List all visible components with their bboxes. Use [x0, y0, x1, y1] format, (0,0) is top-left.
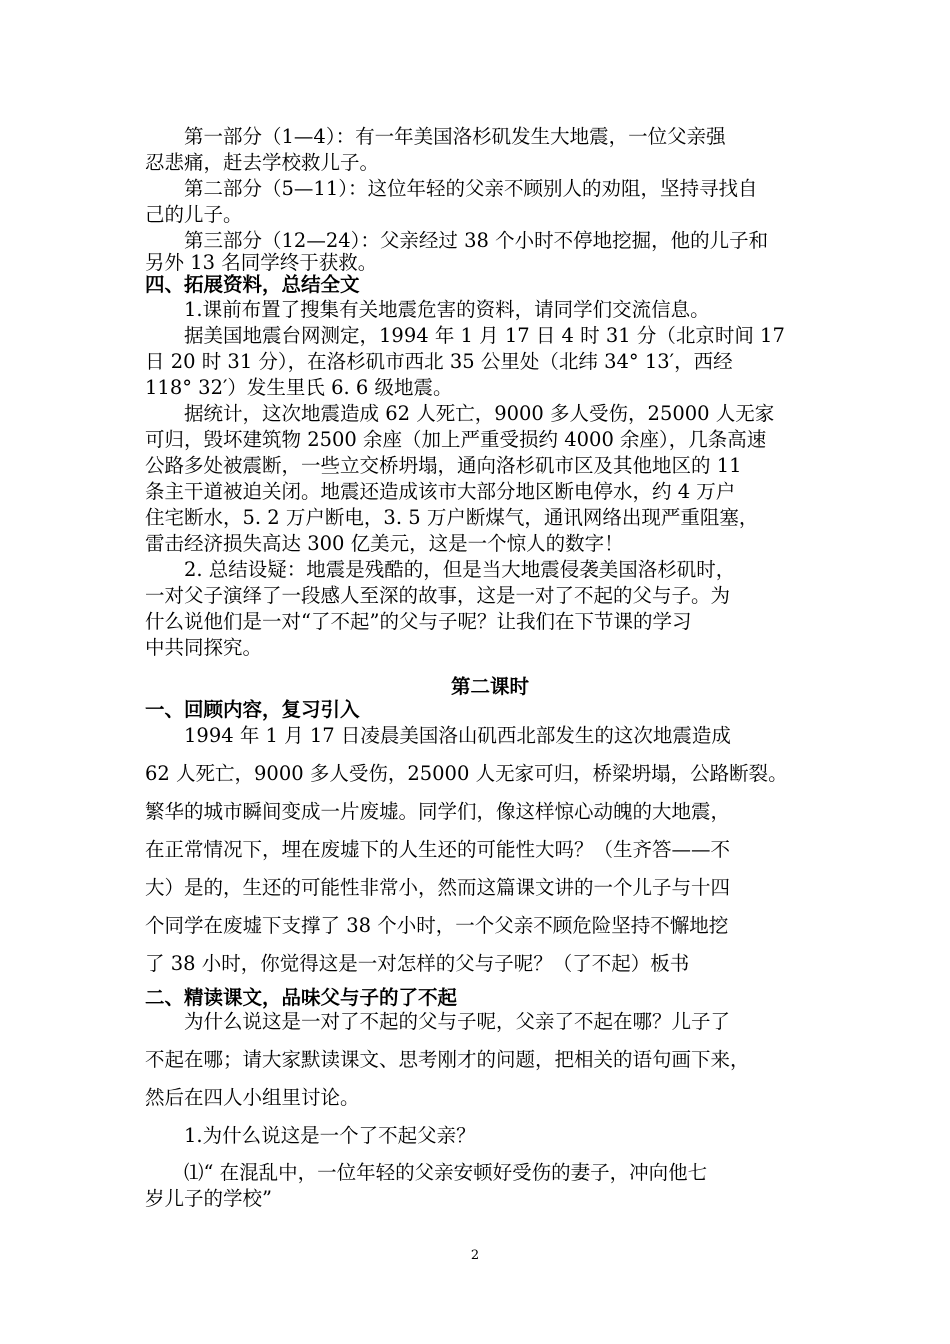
section4-heading: 四、拓展资料，总结全文: [145, 273, 360, 296]
summary-line: 中共同探究。: [145, 636, 263, 659]
review-line: 1994 年 1 月 17 日凌晨美国洛山矶西北部发生的这次地震造成: [145, 724, 731, 747]
quake-p2-line: 住宅断水，5. 2 万户断电，3. 5 万户断煤气，通讯网络出现严重阻塞，: [145, 506, 759, 529]
summary-line: 一对父子演绎了一段感人至深的故事，这是一对了不起的父与子。为: [145, 584, 731, 607]
review-line: 个同学在废墟下支撑了 38 个小时，一个父亲不顾危险坚持不懈地挖: [145, 914, 729, 937]
intro-line: 然后在四人小组里讨论。: [145, 1086, 360, 1109]
part3-line1: 第三部分（12—24）：父亲经过 38 个小时不停地挖掘，他的儿子和: [145, 229, 769, 252]
intro-line: 为什么说这是一对了不起的父与子呢，父亲了不起在哪？儿子了: [145, 1010, 731, 1033]
review-line: 了 38 小时，你觉得这是一对怎样的父与子呢？（了不起）板书: [145, 952, 690, 975]
part2-line2: 己的儿子。: [145, 203, 243, 226]
quake-p2-line: 条主干道被迫关闭。地震还造成该市大部分地区断电停水，约 4 万户: [145, 480, 736, 503]
quake-p1-line: 日 20 时 31 分），在洛杉矶市西北 35 公里处（北纬 34° 13′，西经: [145, 350, 733, 373]
quake-p2-line: 据统计，这次地震造成 62 人死亡，9000 多人受伤，25000 人无家: [145, 402, 775, 425]
intro-line: 不起在哪；请大家默读课文、思考刚才的问题，把相关的语句画下来，: [145, 1048, 750, 1071]
lesson2-heading2: 二、精读课文，品味父与子的了不起: [145, 986, 458, 1009]
section4-item1: 1.课前布置了搜集有关地震危害的资料，请同学们交流信息。: [145, 298, 710, 321]
lesson2-heading1: 一、回顾内容，复习引入: [145, 698, 360, 721]
quote-line: 岁儿子的学校”: [145, 1187, 272, 1210]
quote-line: ⑴“ 在混乱中，一位年轻的父亲安顿好受伤的妻子，冲向他七: [145, 1161, 708, 1184]
review-line: 62 人死亡，9000 多人受伤，25000 人无家可归，桥梁坍塌，公路断裂。: [145, 762, 788, 785]
quake-p2-line: 公路多处被震断，一些立交桥坍塌，通向洛杉矶市区及其他地区的 11: [145, 454, 742, 477]
quake-p1-line: 据美国地震台网测定，1994 年 1 月 17 日 4 时 31 分（北京时间 17: [145, 324, 785, 347]
lesson2-title: 第二课时: [450, 675, 529, 698]
quake-p2-line: 可归，毁坏建筑物 2500 余座（加上严重受损约 4000 余座），几条高速: [145, 428, 767, 451]
summary-line: 2. 总结设疑：地震是残酷的，但是当大地震侵袭美国洛杉矶时，: [145, 558, 736, 581]
review-line: 大）是的，生还的可能性非常小，然而这篇课文讲的一个儿子与十四: [145, 876, 731, 899]
part1-line1: 第一部分（1—4）：有一年美国洛杉矶发生大地震，一位父亲强: [145, 125, 726, 148]
part3-line2: 另外 13 名同学终于获救。: [145, 251, 378, 274]
question-1: 1.为什么说这是一个了不起父亲？: [145, 1124, 476, 1147]
quake-p1-line: 118° 32′）发生里氏 6. 6 级地震。: [145, 376, 453, 399]
part2-line1: 第二部分（5—11）：这位年轻的父亲不顾别人的劝阻，坚持寻找自: [145, 177, 758, 200]
page-number: 2: [470, 1248, 480, 1263]
summary-line: 什么说他们是一对“了不起”的父与子呢？让我们在下节课的学习: [145, 610, 692, 633]
review-line: 在正常情况下，埋在废墟下的人生还的可能性大吗？（生齐答——不: [145, 838, 731, 861]
review-line: 繁华的城市瞬间变成一片废墟。同学们，像这样惊心动魄的大地震，: [145, 800, 731, 823]
part1-line2: 忍悲痛，赶去学校救儿子。: [145, 151, 380, 174]
quake-p2-line: 雷击经济损失高达 300 亿美元，这是一个惊人的数字！: [145, 532, 624, 555]
